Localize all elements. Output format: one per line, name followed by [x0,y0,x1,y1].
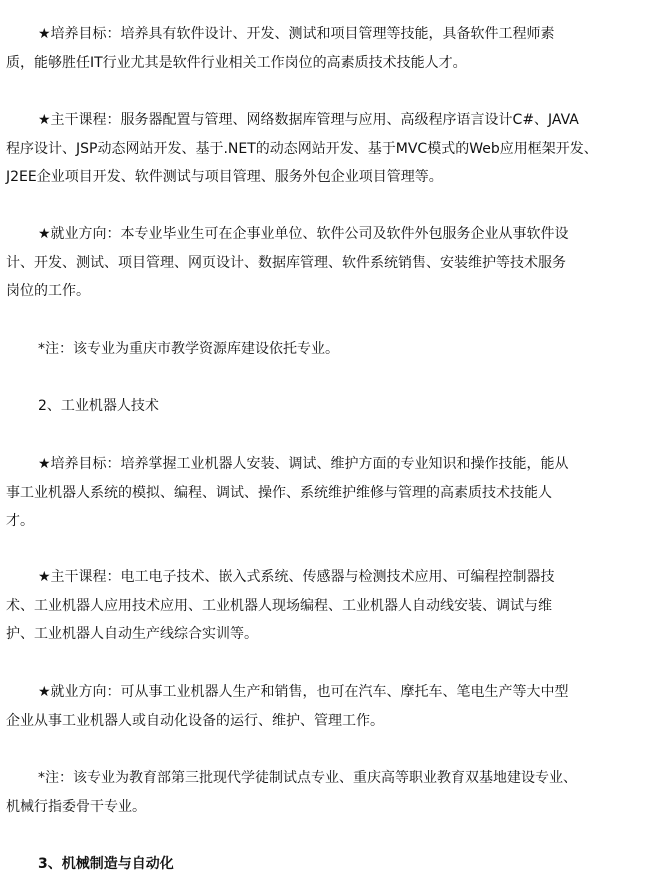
text-line: *注：该专业为教育部第三批现代学徒制试点专业、重庆高等职业教育双基地建设专业、 [38,770,577,786]
paragraph-software-training-goal [0,20,666,77]
paragraph-software-note [0,335,666,364]
section-heading-mechanical-manufacturing [0,850,666,879]
paragraph-software-core-courses [0,106,666,192]
section-heading-industrial-robot [0,392,666,421]
text-line: 程序设计、JSP动态网站开发、基于.NET的动态网站开发、基于MVC模式的Web应用框架开发、 [6,140,598,157]
text-line: 护、工业机器人自动生产线综合实训等。 [6,626,258,642]
text-line: 3、机械制造与自动化 [38,856,174,872]
text-line: ★就业方向：本专业毕业生可在企事业单位、软件公司及软件外包服务企业从事软件设 [38,226,569,242]
text-line: ★主干课程：服务器配置与管理、网络数据库管理与应用、高级程序语言设计C#、JAVA [38,112,579,128]
text-line: J2EE企业项目开发、软件测试与项目管理、服务外包企业项目管理等。 [6,169,443,185]
text-line: ★培养目标：培养具有软件设计、开发、测试和项目管理等技能，具备软件工程师素 [38,26,555,42]
text-line: 质，能够胜任IT行业尤其是软件行业相关工作岗位的高素质技术技能人才。 [6,54,467,71]
paragraph-robot-core-courses [0,563,666,649]
text-line: 计、开发、测试、项目管理、网页设计、数据库管理、软件系统销售、安装维护等技术服务 [6,254,566,271]
text-line: 机械行指委骨干专业。 [6,798,146,815]
text-line: 术、工业机器人应用技术应用、工业机器人现场编程、工业机器人自动线安装、调试与维 [6,597,552,614]
text-line: 才。 [6,513,34,529]
text-line: ★就业方向：可从事工业机器人生产和销售，也可在汽车、摩托车、笔电生产等大中型 [38,684,569,700]
text-line: 企业从事工业机器人或自动化设备的运行、维护、管理工作。 [6,712,384,729]
paragraph-robot-employment [0,678,666,735]
paragraph-robot-training-goal [0,450,666,536]
text-line: 事工业机器人系统的模拟、编程、调试、操作、系统维护维修与管理的高素质技术技能人 [6,484,552,501]
text-line: *注：该专业为重庆市教学资源库建设依托专业。 [38,341,339,357]
paragraph-software-employment [0,220,666,306]
text-line: 岗位的工作。 [6,283,90,299]
paragraph-robot-note [0,764,666,821]
text-line: 2、工业机器人技术 [38,398,159,414]
text-line: ★主干课程：电工电子技术、嵌入式系统、传感器与检测技术应用、可编程控制器技 [38,569,555,585]
text-line: ★培养目标：培养掌握工业机器人安装、调试、维护方面的专业知识和操作技能，能从 [38,456,569,472]
